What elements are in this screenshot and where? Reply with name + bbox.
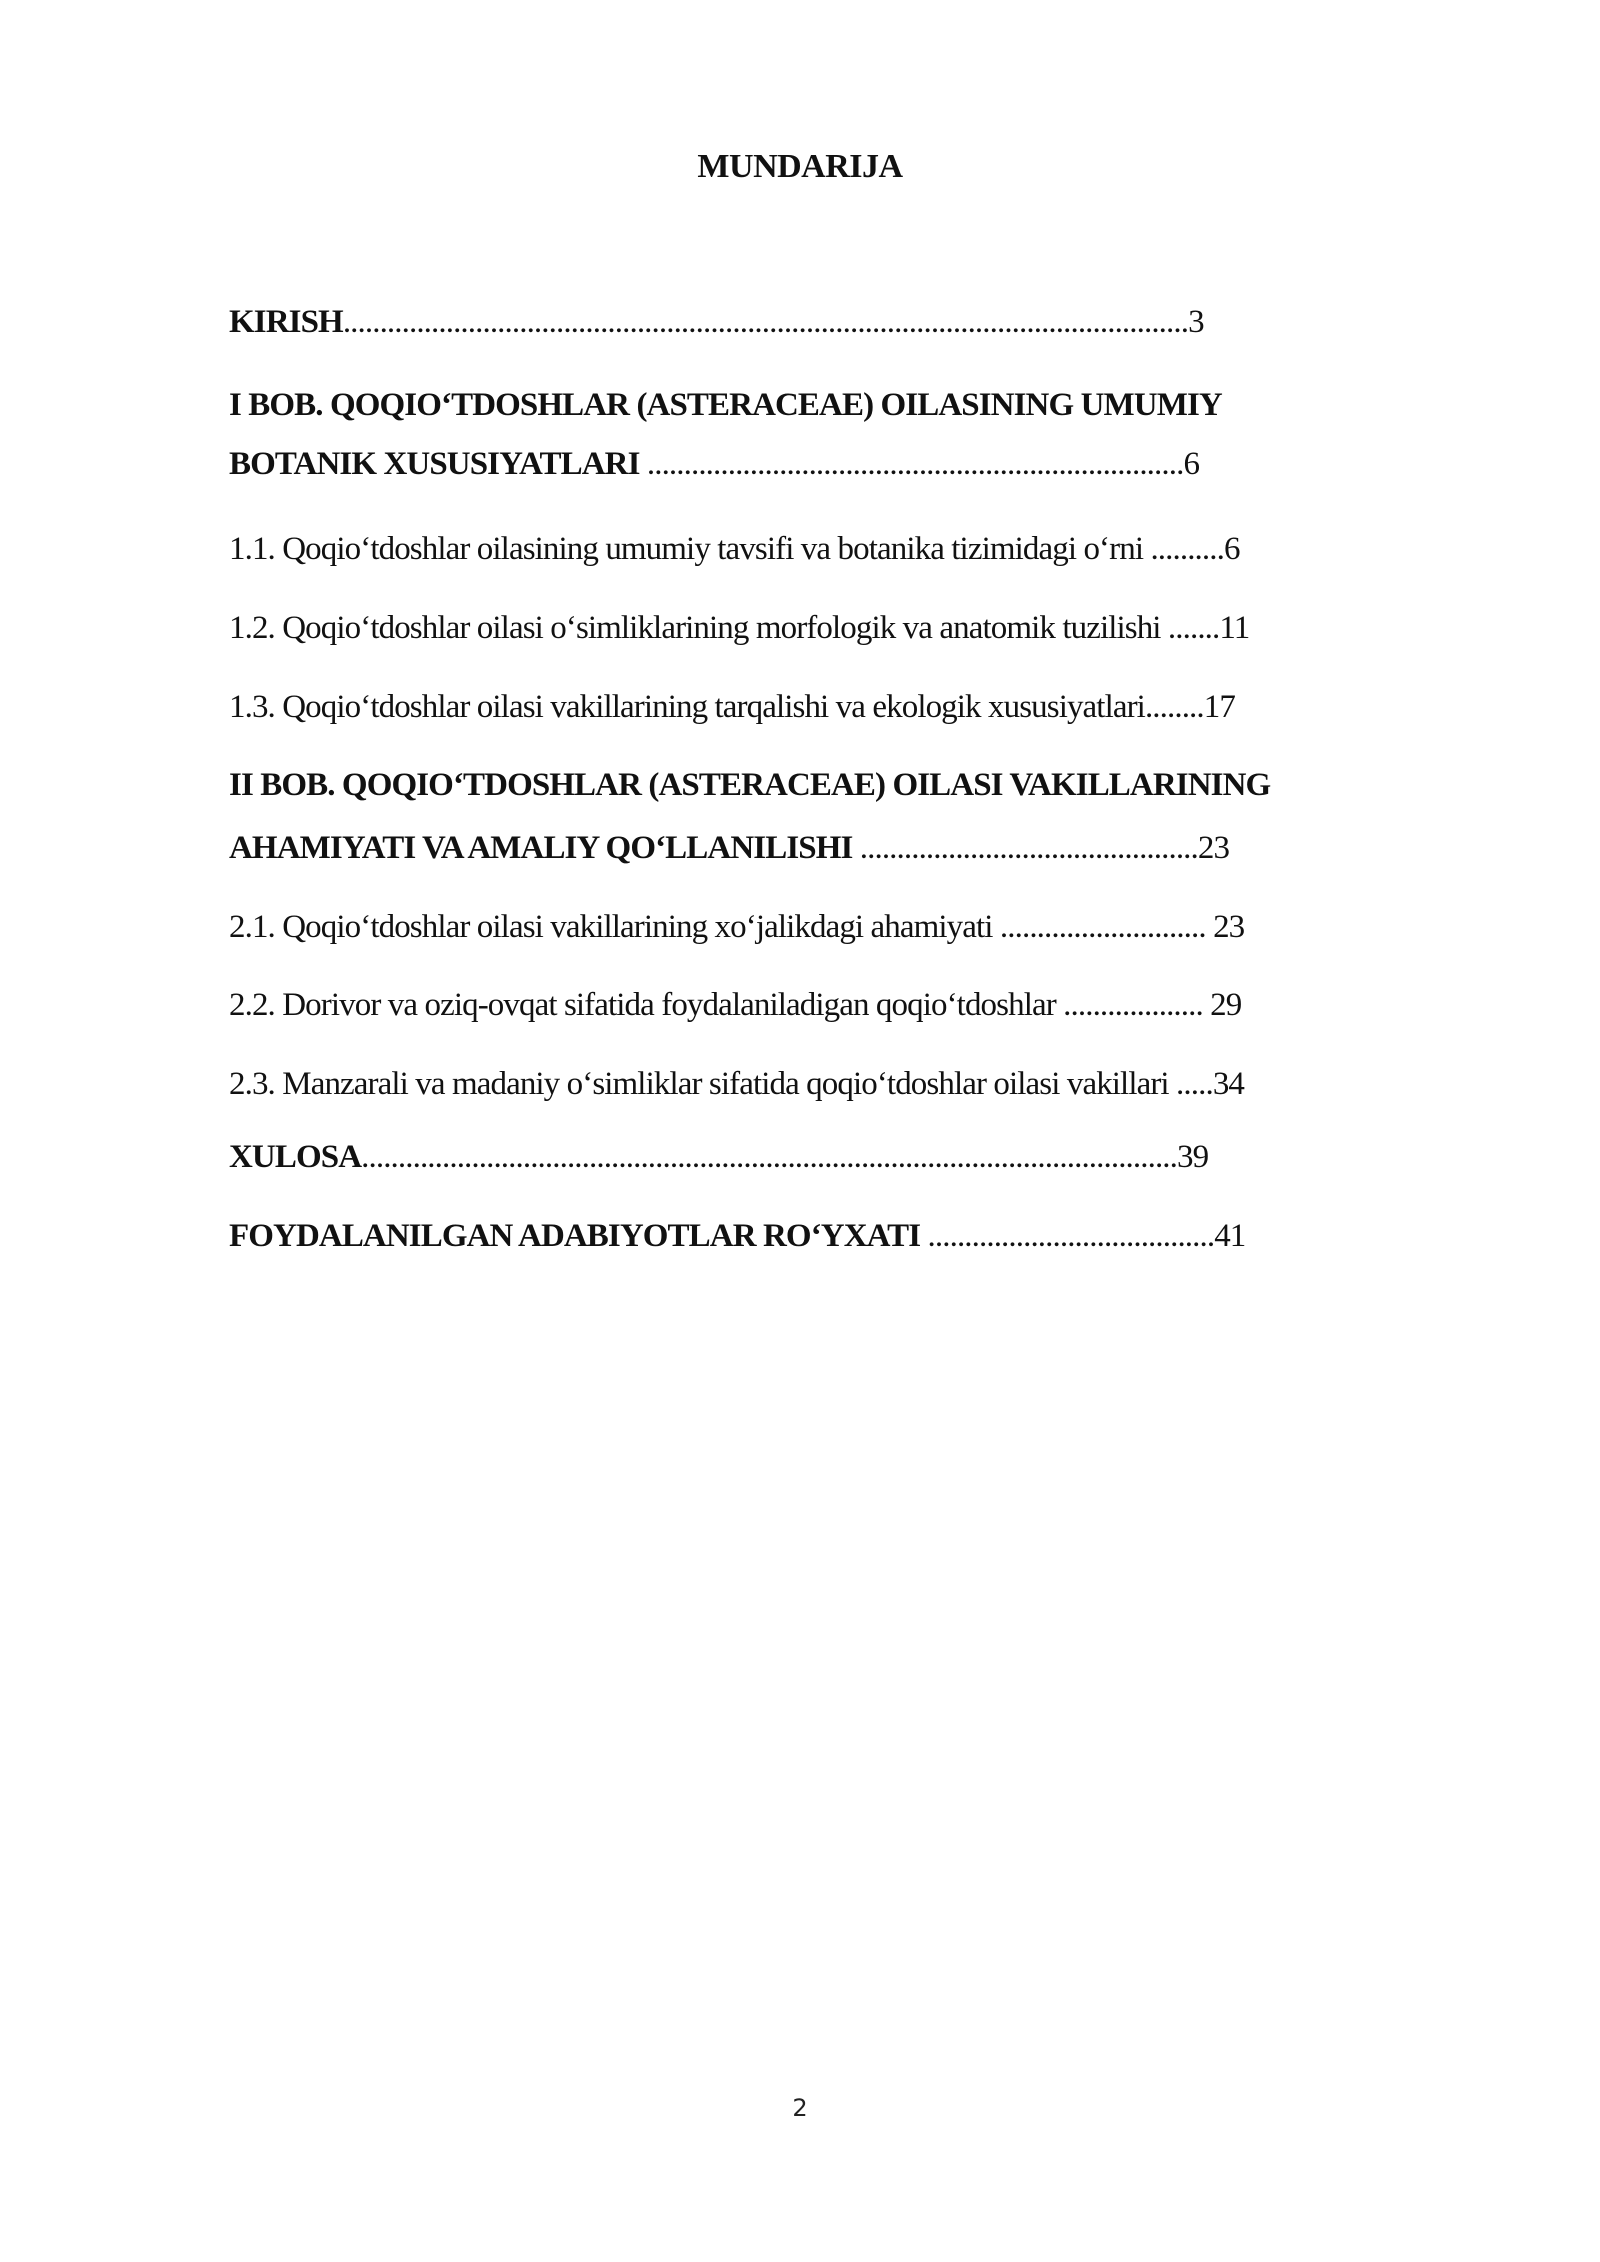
toc-entry-kirish[interactable] (229, 302, 1204, 342)
toc-page-number: 39 (1177, 1139, 1209, 1175)
page-number: 2 (792, 2094, 808, 2122)
toc-page-number: 6 (1183, 446, 1200, 482)
toc-entry-label: AHAMIYATI VA AMALIY QO‘LLANILISHI (229, 830, 853, 866)
toc-page-number: 34 (1212, 1066, 1245, 1102)
toc-entry-label: BOTANIK XUSUSIYATLARI (229, 446, 640, 482)
toc-page-number: 29 (1210, 987, 1242, 1023)
toc-chapter-2-line2[interactable] (229, 828, 1229, 868)
toc-entry-label: 2.3. Manzarali va madaniy o‘simliklar sifatida qoqio‘tdoshlar oilasi vakillari (229, 1066, 1169, 1102)
toc-page-number: 11 (1219, 610, 1250, 646)
toc-entry-adabiyotlar[interactable] (229, 1216, 1245, 1256)
toc-page-number: 23 (1213, 909, 1245, 945)
toc-section-1-1[interactable] (229, 529, 1240, 569)
toc-entry-label: KIRISH (229, 304, 343, 340)
toc-entry-label: XULOSA (229, 1139, 362, 1175)
toc-entry-xulosa[interactable] (229, 1137, 1208, 1177)
toc-page-number: 6 (1223, 531, 1240, 567)
toc-chapter-1-line2[interactable] (229, 444, 1199, 484)
toc-section-2-3[interactable] (229, 1064, 1244, 1104)
toc-leader: ..... (1168, 1066, 1213, 1102)
toc-chapter-2-line1[interactable]: II BOB. QOQIO‘TDOSHLAR (ASTERACEAE) OILASI VAKILLARINING (229, 767, 1271, 803)
toc-entry-label: 2.1. Qoqio‘tdoshlar oilasi vakillarining xo‘jalikdagi ahamiyati (229, 909, 993, 945)
toc-leader: ............................................................................................................... (361, 1139, 1177, 1175)
toc-page-number: 41 (1214, 1218, 1246, 1254)
toc-entry-label: 1.1. Qoqio‘tdoshlar oilasining umumiy tavsifi va botanika tizimidagi o‘rni (229, 531, 1144, 567)
toc-entry-label: FOYDALANILGAN ADABIYOTLAR RO‘YXATI (229, 1218, 921, 1254)
toc-leader: .......... (1143, 531, 1224, 567)
toc-section-1-3[interactable] (229, 687, 1235, 727)
toc-leader: ........ (1144, 689, 1204, 725)
toc-page-number: 23 (1197, 830, 1230, 866)
toc-chapter-1-line1[interactable]: I BOB. QOQIO‘TDOSHLAR (ASTERACEAE) OILASINING UMUMIY (229, 387, 1222, 423)
toc-entry-label: 1.3. Qoqio‘tdoshlar oilasi vakillarining tarqalishi va ekologik xususiyatlari (229, 689, 1145, 725)
toc-leader: ....... (1160, 610, 1220, 646)
toc-leader: .............................................. (852, 830, 1198, 866)
toc-leader: ......................................................................... (639, 446, 1184, 482)
page-title: MUNDARIJA (697, 148, 903, 185)
toc-section-1-2[interactable] (229, 608, 1249, 648)
toc-leader: ................... (1055, 987, 1211, 1023)
toc-leader: ....................................... (920, 1218, 1215, 1254)
toc-page-number: 17 (1203, 689, 1235, 725)
toc-entry-label: 1.2. Qoqio‘tdoshlar oilasi o‘simliklarining morfologik va anatomik tuzilishi (229, 610, 1161, 646)
toc-section-2-1[interactable] (229, 907, 1244, 947)
toc-page-number: 3 (1188, 304, 1204, 340)
toc-entry-label: 2.2. Dorivor va oziq-ovqat sifatida foydalaniladigan qoqio‘tdoshlar (229, 987, 1056, 1023)
toc-leader: ................................................................................................................... (342, 304, 1189, 340)
toc-leader: ............................ (992, 909, 1214, 945)
toc-section-2-2[interactable] (229, 985, 1241, 1025)
